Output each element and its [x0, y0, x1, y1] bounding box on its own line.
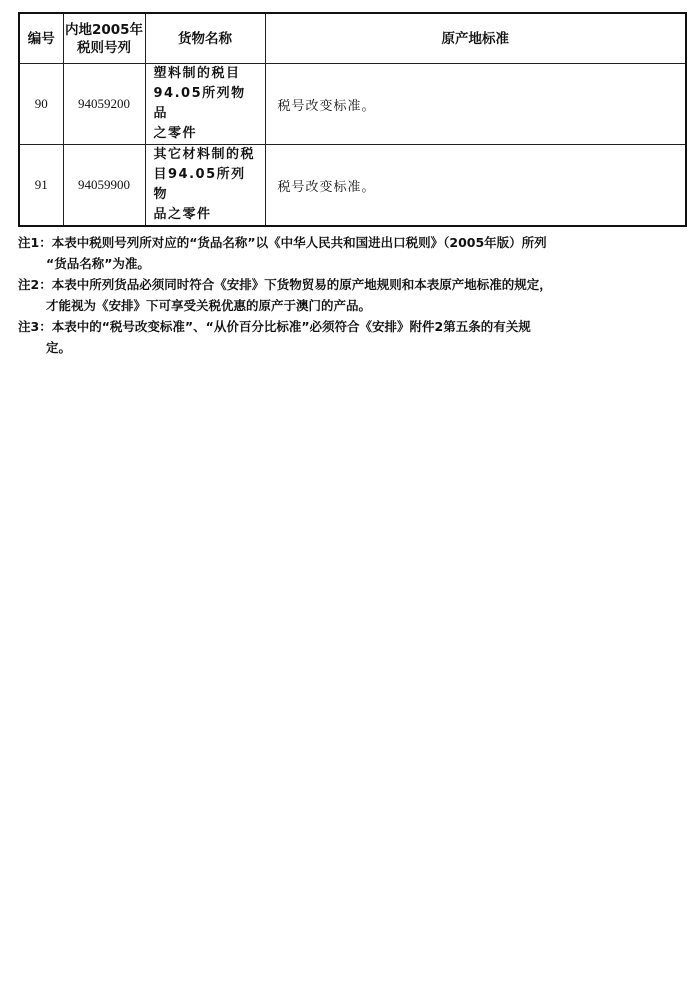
footnotes	[18, 232, 684, 358]
row-goods-name	[145, 145, 265, 227]
row-goods-name	[145, 64, 265, 145]
goods-name-line2: 目94.05所列物	[153, 167, 246, 202]
footnote-3-line2: 定。	[46, 340, 72, 355]
goods-name-line1: 其它材料制的税	[153, 147, 256, 162]
row-number: 90	[19, 64, 63, 145]
table-header-row	[19, 13, 686, 64]
footnote-2-line1: 注2：本表中所列货品必须同时符合《安排》下货物贸易的原产地规则和本表原产地标准的规定，	[18, 277, 552, 292]
row-number: 91	[19, 145, 63, 227]
goods-name-line1: 塑料制的税目	[153, 66, 241, 81]
row-origin-standard: 税号改变标准。	[265, 145, 686, 227]
footnote-3	[18, 316, 684, 358]
header-tariff-code	[63, 13, 145, 64]
header-goods-name: 货物名称	[145, 13, 265, 64]
footnote-2	[18, 274, 684, 316]
goods-name-line3: 品之零件	[153, 207, 212, 222]
row-origin-standard: 税号改变标准。	[265, 64, 686, 145]
header-tariff-code-line1: 内地2005年	[64, 21, 144, 38]
origin-rules-table	[18, 12, 687, 227]
footnote-3-line1: 注3：本表中的“税号改变标准”、“从价百分比标准”必须符合《安排》附件2第五条的有关规	[18, 319, 531, 334]
goods-name-line3: 之零件	[153, 126, 198, 141]
footnote-1-line1: 注1：本表中税则号列所对应的“货品名称”以《中华人民共和国进出口税则》（2005年版）所列	[18, 235, 547, 250]
row-tariff-code: 94059200	[63, 64, 145, 145]
row-tariff-code: 94059900	[63, 145, 145, 227]
footnote-1-line2: “货品名称”为准。	[46, 256, 150, 271]
header-number: 编号	[19, 13, 63, 64]
table-row	[19, 64, 686, 145]
footnote-2-line2: 才能视为《安排》下可享受关税优惠的原产于澳门的产品。	[46, 298, 372, 313]
header-origin-standard: 原产地标准	[265, 13, 686, 64]
header-tariff-code-line2: 税则号列	[77, 39, 131, 56]
footnote-1	[18, 232, 684, 274]
table-row	[19, 145, 686, 227]
goods-name-line2: 94.05所列物品	[153, 86, 246, 121]
